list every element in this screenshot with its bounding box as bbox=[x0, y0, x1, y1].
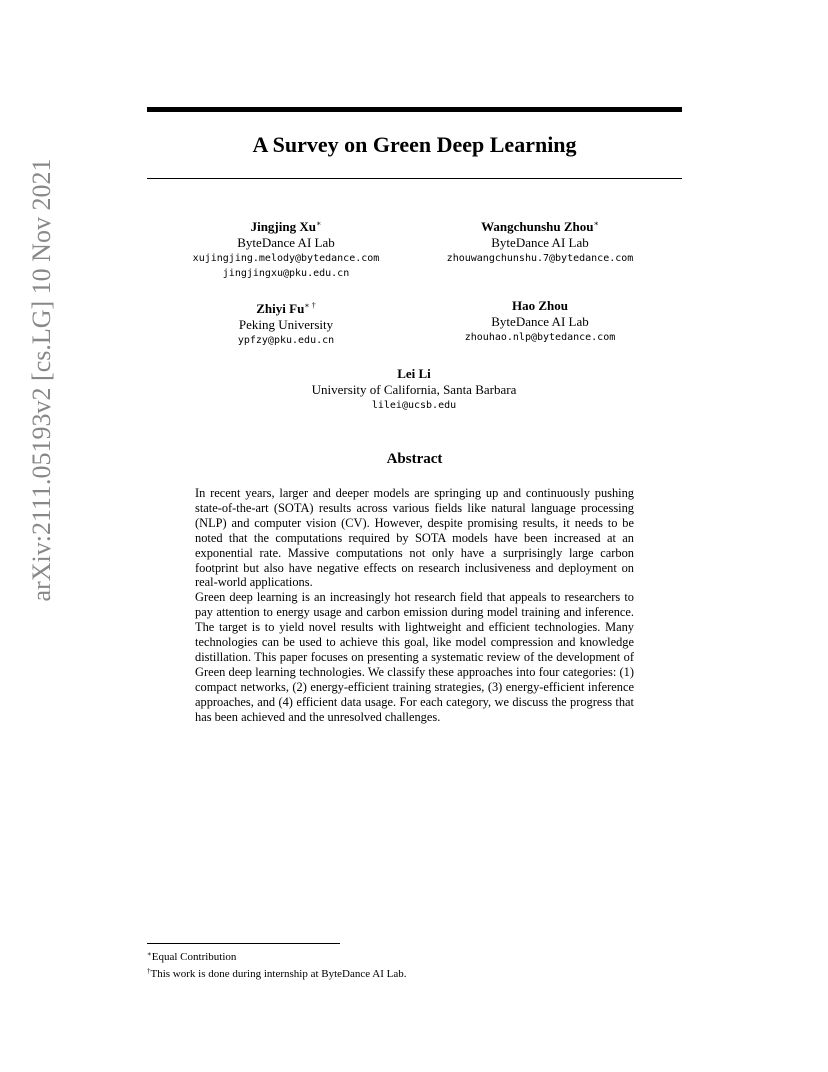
author-name: Wangchunshu Zhou bbox=[481, 219, 594, 234]
author-name: Jingjing Xu bbox=[250, 219, 316, 234]
author-name: Hao Zhou bbox=[512, 298, 568, 313]
author-email: jingjingxu@pku.edu.cn bbox=[222, 268, 350, 279]
footnote-mark: † bbox=[147, 967, 151, 975]
author-email: zhouhao.nlp@bytedance.com bbox=[464, 332, 616, 343]
author-block bbox=[435, 298, 645, 345]
author-mark: ∗ † bbox=[304, 301, 316, 310]
footnote-text: Equal Contribution bbox=[151, 951, 237, 963]
author-block bbox=[435, 216, 645, 266]
abstract-paragraph: In recent years, larger and deeper models are springing up and continuously pushing state-of-the-art (SOTA) results across various fields like natural language processing (NLP) and computer vision (CV). However, despite promising results, it needs to be noted that the computations required by SOTA models have been increased at an exponential rate. Massive computations not only have a surprisingly large carbon footprint but also have negative effects on research inclusiveness and deployment on real-world applications. bbox=[195, 486, 634, 590]
footnote bbox=[147, 964, 682, 981]
author-mark: ∗ bbox=[593, 219, 599, 228]
arxiv-identifier: arXiv:2111.05193v2 [cs.LG] 10 Nov 2021 bbox=[27, 158, 56, 602]
author-block bbox=[260, 366, 568, 413]
title-bottom-rule bbox=[147, 178, 682, 179]
author-affiliation: Peking University bbox=[238, 317, 334, 332]
abstract-body bbox=[195, 486, 634, 725]
abstract-paragraph: Green deep learning is an increasingly hot research field that appeals to researchers to pay attention to energy usage and carbon emission during model training and inference. The target is to yield novel results with lightweight and efficient technologies. Many technologies can be used to achieve this goal, like model compression and knowledge distillation. This paper focuses on presenting a systematic review of the development of Green deep learning technologies. We classify these approaches into four categories: (1) compact networks, (2) energy-efficient training strategies, (3) energy-efficient inference approaches, and (4) efficient data usage. For each category, we discuss the progress that has been achieved and the unresolved challenges. bbox=[195, 590, 634, 724]
author-block bbox=[185, 216, 387, 281]
author-block bbox=[185, 298, 387, 348]
footnote bbox=[147, 947, 682, 964]
footnote-mark: ∗ bbox=[147, 950, 152, 958]
author-affiliation: ByteDance AI Lab bbox=[237, 235, 335, 250]
author-email: xujingjing.melody@bytedance.com bbox=[192, 253, 380, 264]
author-mark: ∗ bbox=[315, 219, 322, 228]
author-affiliation: ByteDance AI Lab bbox=[491, 235, 589, 250]
author-email: zhouwangchunshu.7@bytedance.com bbox=[446, 253, 634, 264]
author-affiliation: ByteDance AI Lab bbox=[491, 314, 589, 329]
paper-title: A Survey on Green Deep Learning bbox=[252, 132, 577, 157]
author-affiliation: University of California, Santa Barbara bbox=[311, 382, 517, 397]
footnotes bbox=[147, 947, 682, 981]
footnote-rule bbox=[147, 943, 340, 944]
title-top-rule bbox=[147, 107, 682, 112]
author-name: Lei Li bbox=[397, 366, 431, 381]
author-email: lilei@ucsb.edu bbox=[371, 400, 457, 411]
abstract-heading: Abstract bbox=[386, 451, 443, 467]
author-name: Zhiyi Fu bbox=[256, 301, 305, 316]
author-email: ypfzy@pku.edu.cn bbox=[237, 335, 335, 346]
footnote-text: This work is done during internship at ByteDance AI Lab. bbox=[150, 968, 407, 980]
